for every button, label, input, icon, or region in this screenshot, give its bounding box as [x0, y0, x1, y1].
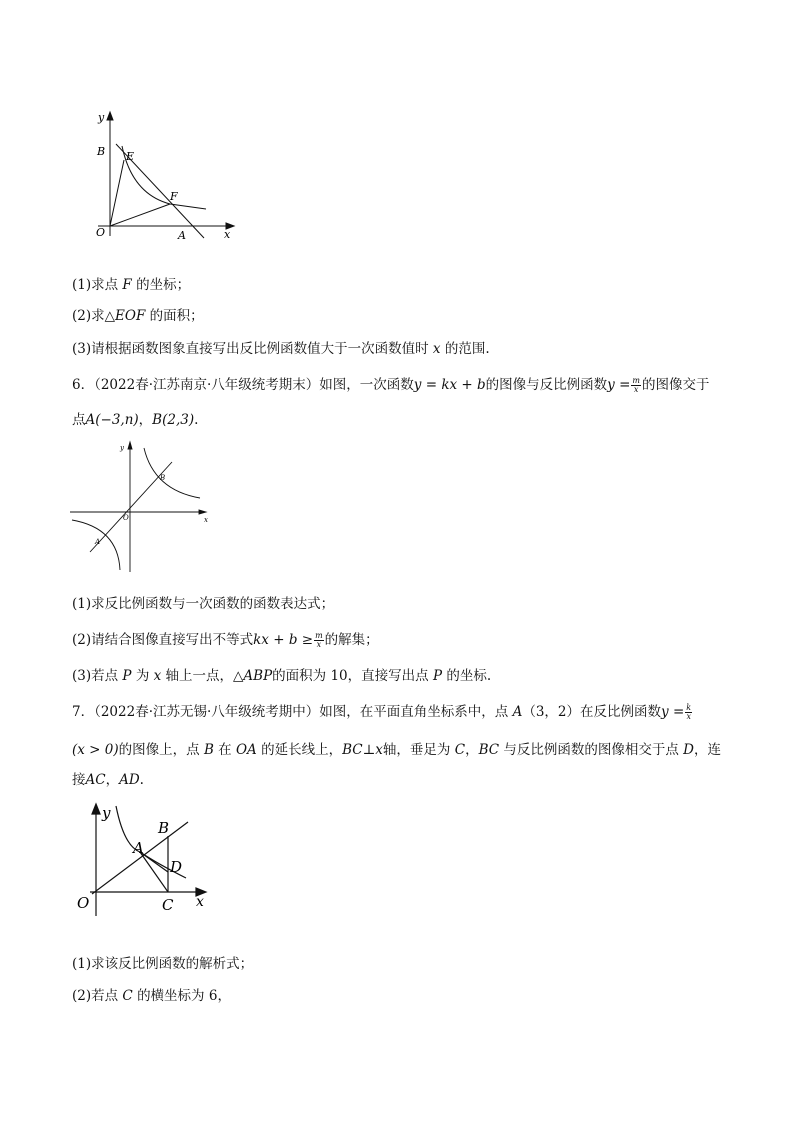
label-b: B: [158, 819, 170, 837]
q5-part-1: (1)求点 F 的坐标；: [72, 277, 191, 293]
label-a: A: [133, 839, 144, 857]
segment-ac: [140, 852, 168, 892]
segment-oe: [110, 160, 124, 226]
fraction-m-over-x: $\frac{m}{x}$: [315, 631, 323, 649]
figure-1-graph: [88, 108, 248, 248]
label-e: E: [126, 150, 135, 163]
label-f: F: [170, 190, 178, 203]
fraction-m-over-x: $\frac{m}{x}$: [632, 376, 640, 394]
label-x: x: [204, 516, 208, 524]
label-a: A: [95, 538, 101, 546]
label-b: B: [160, 474, 166, 482]
hyperbola-curve: [122, 146, 206, 209]
figure-2-graph: [68, 440, 218, 580]
label-o: O: [123, 514, 129, 522]
label-y: y: [98, 111, 105, 124]
label-c: C: [162, 896, 174, 914]
label-o: O: [77, 894, 90, 912]
q7-stem-line-2: (x > 0)的图像上，点 B 在 OA 的延长线上，BC⊥x轴，垂足为 C，BC 与反比例函数的图像相交于点 D，连: [72, 742, 721, 758]
label-x: x: [224, 228, 231, 241]
y-axis-arrow: [107, 112, 113, 120]
q7-stem-line-3: 接AC，AD.: [72, 772, 144, 788]
label-b: B: [97, 145, 106, 158]
q7-part-1: (1)求该反比例函数的解析式；: [72, 956, 254, 972]
label-x: x: [196, 894, 204, 910]
segment-of: [110, 204, 170, 226]
hyperbola-branch-1: [144, 448, 200, 498]
label-y: y: [102, 804, 111, 822]
q7-stem-line-1: 7．（2022春·江苏无锡·八年级统考期中）如图，在平面直角坐标系中，点 A（3，2）在反比例函数y = $\frac{k}{x}$: [72, 703, 692, 721]
segment-ad: [140, 852, 168, 872]
q7-part-2: (2)若点 C 的横坐标为 6，: [72, 988, 231, 1004]
q6-stem-line-2: 点A(−3,n)，B(2,3).: [72, 412, 199, 428]
q6-stem-line-1: 6．（2022春·江苏南京·八年级统考期末）如图，一次函数y = kx + b的图像与反比例函数y = $\frac{m}{x}$ 的图像交于: [72, 376, 710, 394]
q5-part-2: (2)求△EOF 的面积；: [72, 308, 204, 324]
q5-part-3: (3)请根据函数图象直接写出反比例函数值大于一次函数值时 x 的范围.: [72, 341, 490, 357]
y-axis-arrow: [92, 804, 100, 814]
q6-part-2: (2)请结合图像直接写出不等式kx + b ≥ $\frac{m}{x}$ 的解集；: [72, 631, 379, 649]
q6-part-1: (1)求反比例函数与一次函数的函数表达式；: [72, 596, 335, 612]
figure-3-graph: [74, 798, 224, 922]
x-axis-arrow: [199, 510, 206, 514]
q6-part-3: (3)若点 P 为 x 轴上一点，△ABP的面积为 10，直接写出点 P 的坐标.: [72, 668, 492, 684]
fraction-k-over-x: $\frac{k}{x}$: [686, 703, 692, 721]
y-axis-arrow: [128, 442, 132, 449]
label-o: O: [96, 226, 106, 239]
label-d: D: [170, 858, 183, 876]
label-a: A: [178, 229, 186, 242]
label-y: y: [120, 444, 124, 452]
